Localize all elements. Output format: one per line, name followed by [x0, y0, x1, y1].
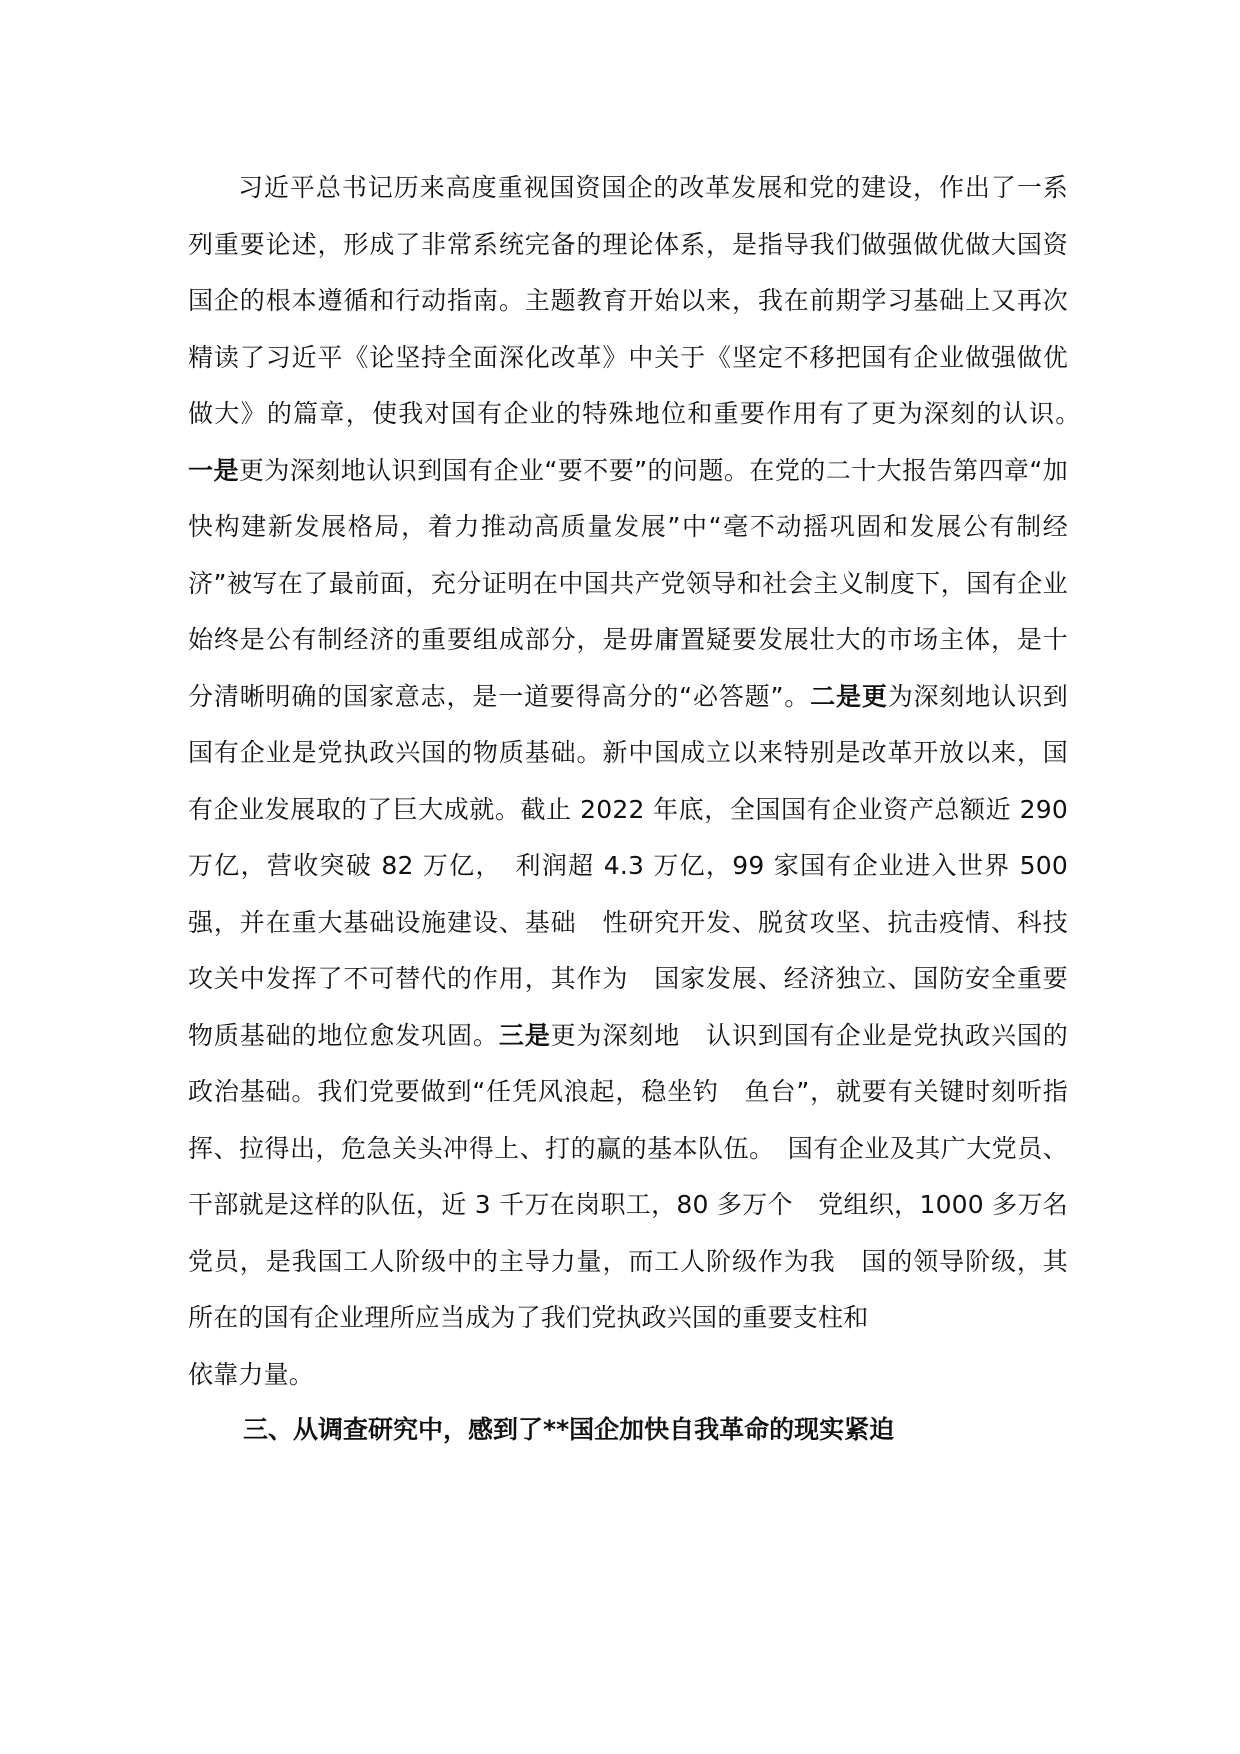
point-three-text: 更为深刻地 认识到国有企业是党执政兴国的政治基础。我们党要做到“任凭风浪起，稳坐钓 鱼台”，就要有关键时刻听指挥、拉得出，危急关头冲得上、打的赢的基本队伍。 国有企业及其广大党员、干部就是这样的队伍，近 3 千万在岗职工，80 多万个 党组织，1000 多万名党员，是我国工人阶级中的主导力量，而工人阶级作为我 国的领导阶级，其所在的国有企业理所应当成为了我们党执政兴国的重要支柱和 — [188, 1020, 1068, 1332]
point-three-marker: 三是 — [498, 1020, 551, 1050]
point-one-marker: 一是 — [188, 455, 239, 485]
paragraph-tail: 依靠力量。 — [188, 1359, 315, 1389]
point-two-marker: 二是更 — [810, 681, 888, 711]
section-heading: 三、从调查研究中，感到了**国企加快自我革命的现实紧迫 — [243, 1415, 895, 1444]
point-two-text: 为深刻地认识到国有企业是党执政兴国的物质基础。新中国成立以来特别是改革开放以来，国有企业发展取的了巨大成就。截止 2022 年底，全国国有企业资产总额近 290 万亿，营收突破 82 万亿， 利润超 4.3 万亿，99 家国有企业进入世界 500 强，并在重大基础设施建设、基础 性研究开发、脱贫攻坚、抗击疫情、科技攻关中发挥了不可替代的作用，其作为 国家发展、经济独立、国防安全重要物质基础的地位愈发巩固。 — [188, 681, 1068, 1050]
body-paragraph — [188, 160, 1068, 1347]
paragraph-intro: 习近平总书记历来高度重视国资国企的改革发展和党的建设，作出了一系列重要论述，形成了非常系统完备的理论体系，是指导我们做强做优做大国资国企的根本遵循和行动指南。主题教育开始以来，我在前期学习基础上又再次精读了习近平《论坚持全面深化改革》中关于《坚定不移把国有企业做强做优做大》的篇章，使我对国有企业的特殊地位和重要作用有了更为深刻的认识。 — [188, 173, 1068, 428]
point-one-text: 更为深刻地认识到国有企业“要不要”的问题。在党的二十大报告第四章“加快构建新发展格局，着力推动高质量发展”中“毫不动摇巩固和发展公有制经济”被写在了最前面，充分证明在中国共产党领导和社会主义制度下，国有企业始终是公有制经济的重要组成部分，是毋庸置疑要发展壮大的市场主体，是十分清晰明确的国家意志，是一道要得高分的“必答题”。 — [188, 455, 1068, 711]
document-body — [188, 160, 1068, 1403]
